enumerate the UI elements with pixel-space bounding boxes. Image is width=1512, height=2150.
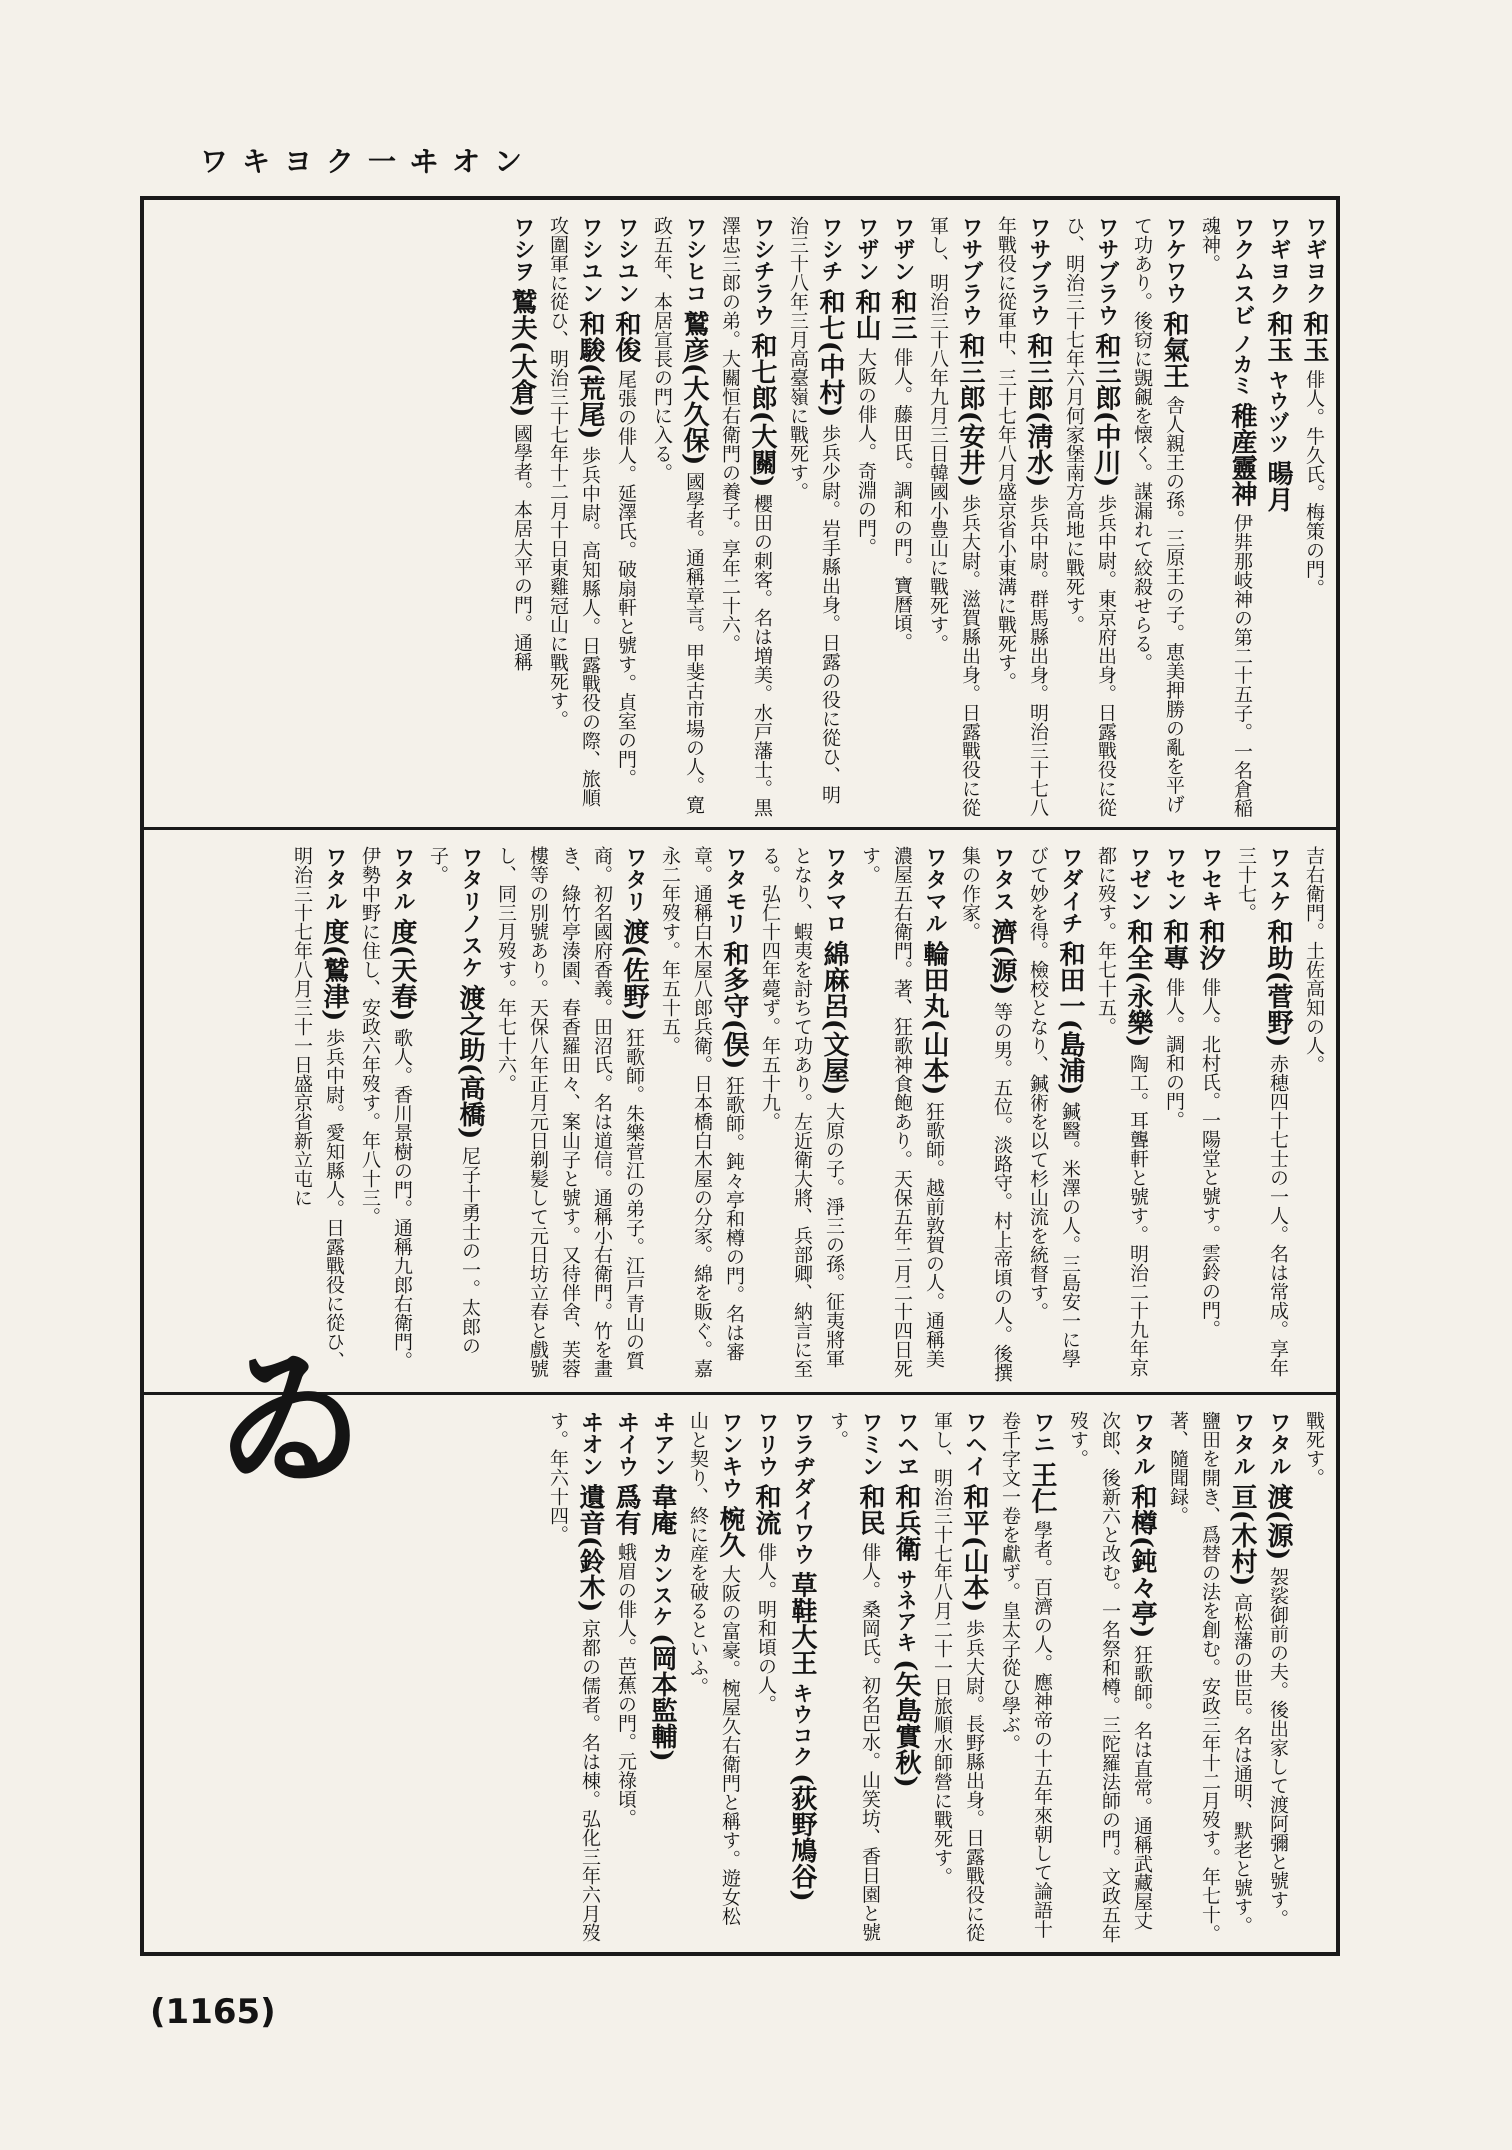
entry-name: 和氣王 (1159, 310, 1189, 389)
entry-headword: ワシユン (578, 216, 603, 304)
entry-alt-name: (矢島實秋) (891, 1659, 921, 1788)
dictionary-page-frame (140, 196, 1340, 1956)
dictionary-entry (782, 216, 846, 819)
dictionary-entry (854, 846, 950, 1384)
entry-headword: ヰアン (650, 1411, 675, 1477)
entry-body: 俳人。牛久氏。梅策の門。 (1303, 369, 1325, 598)
entry-headword: ワゼン (1126, 846, 1151, 912)
dictionary-entry (1194, 216, 1258, 819)
entry-body: 尼子十勇士の一。太郎の子。 (427, 846, 481, 1355)
entry-body: 櫻田の刺客。名は増美。水戸藩士。黒澤忠三郎の弟。大關恒右衛門の養子。享年二十六。 (719, 216, 773, 817)
entry-name: 王仁 (1027, 1461, 1057, 1514)
dictionary-entry (542, 1411, 606, 1944)
entry-body: 戰死す。 (1303, 1411, 1325, 1487)
entry-name: 和樽(鈍々亭) (1127, 1483, 1157, 1639)
entry-alt-name: (荻野鳩谷) (787, 1773, 817, 1902)
entry-name: 和俊 (611, 310, 641, 363)
entry-headword: ワタル (1230, 1411, 1255, 1477)
dictionary-entry (714, 216, 778, 819)
entry-name: 渡(佐野) (619, 918, 649, 1022)
entry-name: 鷲夫(大倉) (507, 288, 537, 418)
dictionary-entry (786, 1411, 818, 1944)
entry-name: 鷲彦(大久保) (679, 310, 709, 466)
entry-body: 俳人。桑岡氏。初名巴水。山笑坊、香日園と號す。 (827, 1411, 881, 1942)
entry-name: 和三郎(淸水) (1023, 332, 1053, 488)
entry-headword: ワクムスビ (1230, 216, 1255, 326)
entry-name: 和田一(島浦) (1055, 940, 1085, 1096)
entry-alt-reading: ヤウヅツ (1266, 369, 1290, 454)
entry-name: 和七郎(大關) (747, 332, 777, 488)
entry-headword: ワンキウ (718, 1411, 743, 1499)
entries-band-top (144, 200, 1336, 830)
entry-headword: ヰオン (578, 1411, 603, 1477)
entry-name: 綿麻呂(文屋) (819, 940, 849, 1096)
entry-body: 大阪の俳人。奇淵の門。 (855, 347, 877, 557)
dictionary-entry (1058, 216, 1122, 819)
entry-headword: ワギヨク (1302, 216, 1327, 304)
entry-name: 和流 (751, 1483, 781, 1536)
entry-name: 和山 (851, 288, 881, 341)
entry-name: 輪田丸(山本) (919, 940, 949, 1096)
entry-name: 亘(木村) (1227, 1483, 1257, 1587)
entry-headword: ワミン (858, 1411, 883, 1477)
dictionary-entry (610, 1411, 642, 1944)
dictionary-entry (994, 1411, 1058, 1944)
entry-headword: ワスケ (1266, 846, 1291, 912)
entry-name: 和玉 (1299, 310, 1329, 363)
entry-name: 渡(源) (1263, 1483, 1293, 1561)
entry-name: 和多守(俣) (719, 940, 749, 1070)
dictionary-entry (1230, 846, 1294, 1384)
dictionary-entry (646, 216, 710, 819)
entry-body: 袈裟御前の夫。後出家して渡阿彌と號す。 (1267, 1566, 1289, 1928)
dictionary-entry (1090, 846, 1154, 1384)
entry-name: 和七(中村) (815, 288, 845, 418)
entry-name: 韋庵 (647, 1483, 677, 1536)
dictionary-entry (922, 216, 986, 819)
entry-column (144, 200, 1336, 827)
kana-section-glyph: ゐ (214, 1332, 365, 1508)
entry-alt-reading: サネアキ (894, 1568, 918, 1653)
entry-alt-reading: カンスケ (650, 1542, 674, 1627)
entry-name: 草鞋大王 (787, 1571, 817, 1676)
entry-headword: ワサブラウ (958, 216, 983, 326)
entry-headword: ワザン (854, 216, 879, 282)
entry-body: 俳人。明和頃の人。 (755, 1542, 777, 1714)
entry-headword: ヰイウ (614, 1411, 639, 1477)
entry-headword: ワリウ (754, 1411, 779, 1477)
dictionary-entry (822, 1411, 886, 1944)
entry-headword: ワサブラウ (1094, 216, 1119, 326)
entry-name: 和全(永樂) (1123, 918, 1153, 1048)
entry-name: 度(鷲津) (319, 918, 349, 1022)
entry-name: 和駿(荒尾) (575, 310, 605, 440)
entry-name: 渡之助(高橋) (455, 984, 485, 1140)
dictionary-entry (886, 216, 918, 819)
entry-headword: ワヘヱ (894, 1411, 919, 1477)
entry-body: 國學者。本居大平の門。通稱 (511, 423, 533, 671)
entry-headword: ワニ (1030, 1411, 1055, 1455)
entry-headword: ワタル (1266, 1411, 1291, 1477)
entry-body: 歩兵中尉。愛知縣人。日露戰役に從ひ、明治三十七年八月三十一日盛京省新立屯に (291, 846, 345, 1370)
entry-body: 狂歌師。越前敦賀の人。通稱美濃屋五右衛門。著、狂歌神食飽あり。天保五年二月二十四日死す。 (859, 846, 945, 1378)
entry-body: 國學者。通稱章言。甲斐古市場の人。寛政五年、本居宣長の門に入る。 (651, 216, 705, 814)
entry-headword: ワダイチ (1058, 846, 1083, 934)
dictionary-entry (750, 1411, 782, 1944)
entry-name: 和平(山本) (959, 1483, 989, 1613)
dictionary-entry (850, 216, 882, 819)
dictionary-entry (926, 1411, 990, 1944)
entries-band-middle (144, 830, 1336, 1395)
dictionary-entry (1298, 846, 1330, 1384)
entry-body: 歩兵大尉。長野縣出身。日露戰役に從軍し、明治三十七年八月二十一日旅順水師營に戰死す。 (931, 1411, 985, 1942)
entry-headword: ワシチラウ (750, 216, 775, 326)
dictionary-entry (1126, 216, 1190, 819)
entry-name: 椀久 (715, 1505, 745, 1558)
entry-headword: ワラヂダイワウ (790, 1411, 815, 1565)
entry-body: 歩兵中尉。東京府出身。日露戰役に從ひ、明治三十七年六月何家堡南方高地に戰死す。 (1063, 216, 1117, 817)
entry-headword: ワタル (322, 846, 347, 912)
running-head: ワキヨク一ヰオン (200, 145, 537, 178)
entry-body: 歩兵少尉。岩手縣出身。日露の役に從ひ、明治三十八年三月高臺嶺に戰死す。 (787, 216, 841, 804)
dictionary-entry (1298, 1411, 1330, 1944)
entry-body: 歩兵中尉。群馬縣出身。明治三十七八年戰役に從軍中、三十七年八月盛京省小東溝に戰死す。 (995, 216, 1049, 817)
entry-name: 遺音(鈴木) (575, 1483, 605, 1613)
kana-section-mark (190, 1320, 390, 1520)
dictionary-entry (354, 846, 418, 1384)
entry-headword: ワタリ (622, 846, 647, 912)
entry-name: 度(天春) (387, 918, 417, 1022)
entry-headword: ワザン (890, 216, 915, 282)
entry-body: 京都の儒者。名は棟。弘化三年六月歿す。年六十四。 (547, 1411, 601, 1942)
entry-alt-reading: ノカミ (1230, 332, 1254, 396)
entry-name: 和三 (887, 288, 917, 341)
entry-headword: ワタス (990, 846, 1015, 912)
dictionary-entry (1062, 1411, 1158, 1944)
dictionary-entry (422, 846, 486, 1384)
entry-alt-reading: キウコク (790, 1682, 814, 1767)
entry-column (144, 830, 1336, 1392)
dictionary-entry (646, 1411, 678, 1944)
entry-alt-name: (岡本監輔) (647, 1633, 677, 1762)
dictionary-entry (1162, 1411, 1258, 1944)
dictionary-entry (610, 216, 642, 819)
entry-name: 濟(源) (987, 918, 1017, 996)
dictionary-entry (1194, 846, 1226, 1384)
entry-body: 俳人。調和の門。 (1163, 977, 1185, 1130)
entry-body: 高松藩の世臣。名は通明、默老と號す。鹽田を開き、爲替の法を創む。安政三年十二月歿す。年七十。著、隨聞録。 (1167, 1411, 1253, 1943)
entry-body: 伊弉那岐神の第二十五子。一名倉稲魂神。 (1199, 216, 1253, 818)
dictionary-entry (490, 846, 650, 1384)
entry-body: 陶工。耳聾軒と號す。明治二十九年京都に歿す。年七十五。 (1095, 846, 1149, 1377)
entry-alt-name: 稚産靈神 (1227, 402, 1257, 507)
entry-body: 大阪の富豪。椀屋久右衛門と稱す。遊女松山と契り、終に産を破るといふ。 (687, 1411, 741, 1926)
entry-headword: ワサブラウ (1026, 216, 1051, 326)
page-number: (1165) (150, 1992, 276, 2032)
entry-headword: ワシヒコ (682, 216, 707, 304)
entry-body: 俳人。藤田氏。調和の門。寶曆頃。 (891, 347, 913, 652)
entry-body: 狂歌師。名は直常。通稱武藏屋丈次郎、後新六と改む。一名祭和樽。三陀羅法師の門。文政五年歿す。 (1067, 1411, 1153, 1943)
dictionary-entry (286, 846, 350, 1384)
entry-name: 爲有 (611, 1483, 641, 1536)
entry-body: 尾張の俳人。延澤氏。破扇軒と號す。貞室の門。 (615, 369, 637, 788)
entry-headword: ワケワウ (1162, 216, 1187, 304)
entry-headword: ワシチ (818, 216, 843, 282)
dictionary-entry (990, 216, 1054, 819)
entry-name: 和三郎(安井) (955, 332, 985, 488)
entry-headword: ワタル (1130, 1411, 1155, 1477)
entry-body: 俳人。北村氏。一陽堂と號す。雲鈴の門。 (1199, 977, 1221, 1339)
entry-headword: ワシユン (614, 216, 639, 304)
entry-headword: ワセキ (1198, 846, 1223, 912)
entry-body: 學者。百濟の人。應神帝の十五年來朝して論語十卷千字文一卷を獻ず。皇太子從ひ學ぶ。 (999, 1411, 1053, 1939)
entry-name: 和助(菅野) (1263, 918, 1293, 1048)
dictionary-entry (754, 846, 850, 1384)
entry-headword: ワタマロ (822, 846, 847, 934)
entry-headword: ワシヲ (510, 216, 535, 282)
dictionary-entry (954, 846, 1018, 1384)
entry-body: 鍼醫。米澤の人。三島安一に學びて妙を得。檢校となり、鍼術を以て杉山流を統督す。 (1027, 846, 1081, 1368)
entry-body: 大原の子。淨三の孫。征夷將軍となり、蝦夷を討ちて功あり。左近衛大將、兵部卿、納言に至る。弘仁十四年薨ず。年五十九。 (759, 846, 845, 1378)
entry-body: 赤穂四十七士の一人。名は常成。享年三十七。 (1235, 846, 1289, 1377)
entry-name: 和兵衛 (891, 1483, 921, 1562)
entry-body: 舎人親王の孫。三原王の子。恵美押勝の亂を平げて功あり。後窃に覬覦を懐く。謀漏れて絞殺せらる。 (1131, 216, 1185, 814)
dictionary-entry (506, 216, 538, 819)
entry-headword: ワセン (1162, 846, 1187, 912)
dictionary-entry (654, 846, 750, 1384)
entry-headword: ワギヨク (1266, 216, 1291, 304)
entry-name: 和專 (1159, 918, 1189, 971)
entry-body: 等の男。五位。淡路守。村上帝頃の人。後撰集の作家。 (959, 846, 1013, 1382)
entry-headword: ワタリノスケ (458, 846, 483, 978)
dictionary-entry (1158, 846, 1190, 1384)
dictionary-entry (682, 1411, 746, 1944)
entry-headword: ワヘイ (962, 1411, 987, 1477)
entry-body: 歩兵中尉。高知縣人。日露戰役の際、旅順攻圍軍に從ひ、明治三十七年十二月十日東雞冠山に戰死す。 (547, 216, 601, 807)
dictionary-entry (890, 1411, 922, 1944)
entry-alt-name: 暘月 (1263, 460, 1293, 513)
dictionary-entry (542, 216, 606, 819)
entry-body: 狂歌師。朱樂菅江の弟子。江戸青山の質商。初名國府香義。田沼氏。名は道信。通稱小右衛門。竹を畫き、綠竹亭湊園、春香羅田々、案山子と號す。又待伴舍、芙蓉樓等の別號あり。天保八年正月元日剃髪して元日坊立春と戲號し、同三月歿す。年七十六。 (495, 846, 645, 1378)
dictionary-entry (1262, 216, 1294, 819)
dictionary-entry (1262, 1411, 1294, 1944)
entry-headword: ワタモリ (722, 846, 747, 934)
entry-name: 和三郎(中川) (1091, 332, 1121, 488)
entry-body: 歌人。香川景樹の門。通稱九郎右衛門。伊勢中野に住し、安政六年歿す。年八十三。 (359, 846, 413, 1370)
entry-body: 吉右衛門。土佐高知の人。 (1303, 846, 1325, 1074)
entry-name: 和玉 (1263, 310, 1293, 363)
entry-name: 和民 (855, 1483, 885, 1536)
entry-body: 歩兵大尉。滋賀縣出身。日露戰役に從軍し、明治三十八年九月三日韓國小豊山に戰死す。 (927, 216, 981, 817)
dictionary-entry (1022, 846, 1086, 1384)
entry-name: 和汐 (1195, 918, 1225, 971)
entry-headword: ワタル (390, 846, 415, 912)
dictionary-entry (1298, 216, 1330, 819)
entry-headword: ワタマル (922, 846, 947, 934)
entry-body: 蛾眉の俳人。芭蕉の門。元祿頃。 (615, 1542, 637, 1828)
entry-body: 狂歌師。鈍々亭和樽の門。名は審章。通稱白木屋八郎兵衛。日本橋白木屋の分家。綿を販ぐ。嘉永二年歿す。年五十五。 (659, 846, 745, 1378)
